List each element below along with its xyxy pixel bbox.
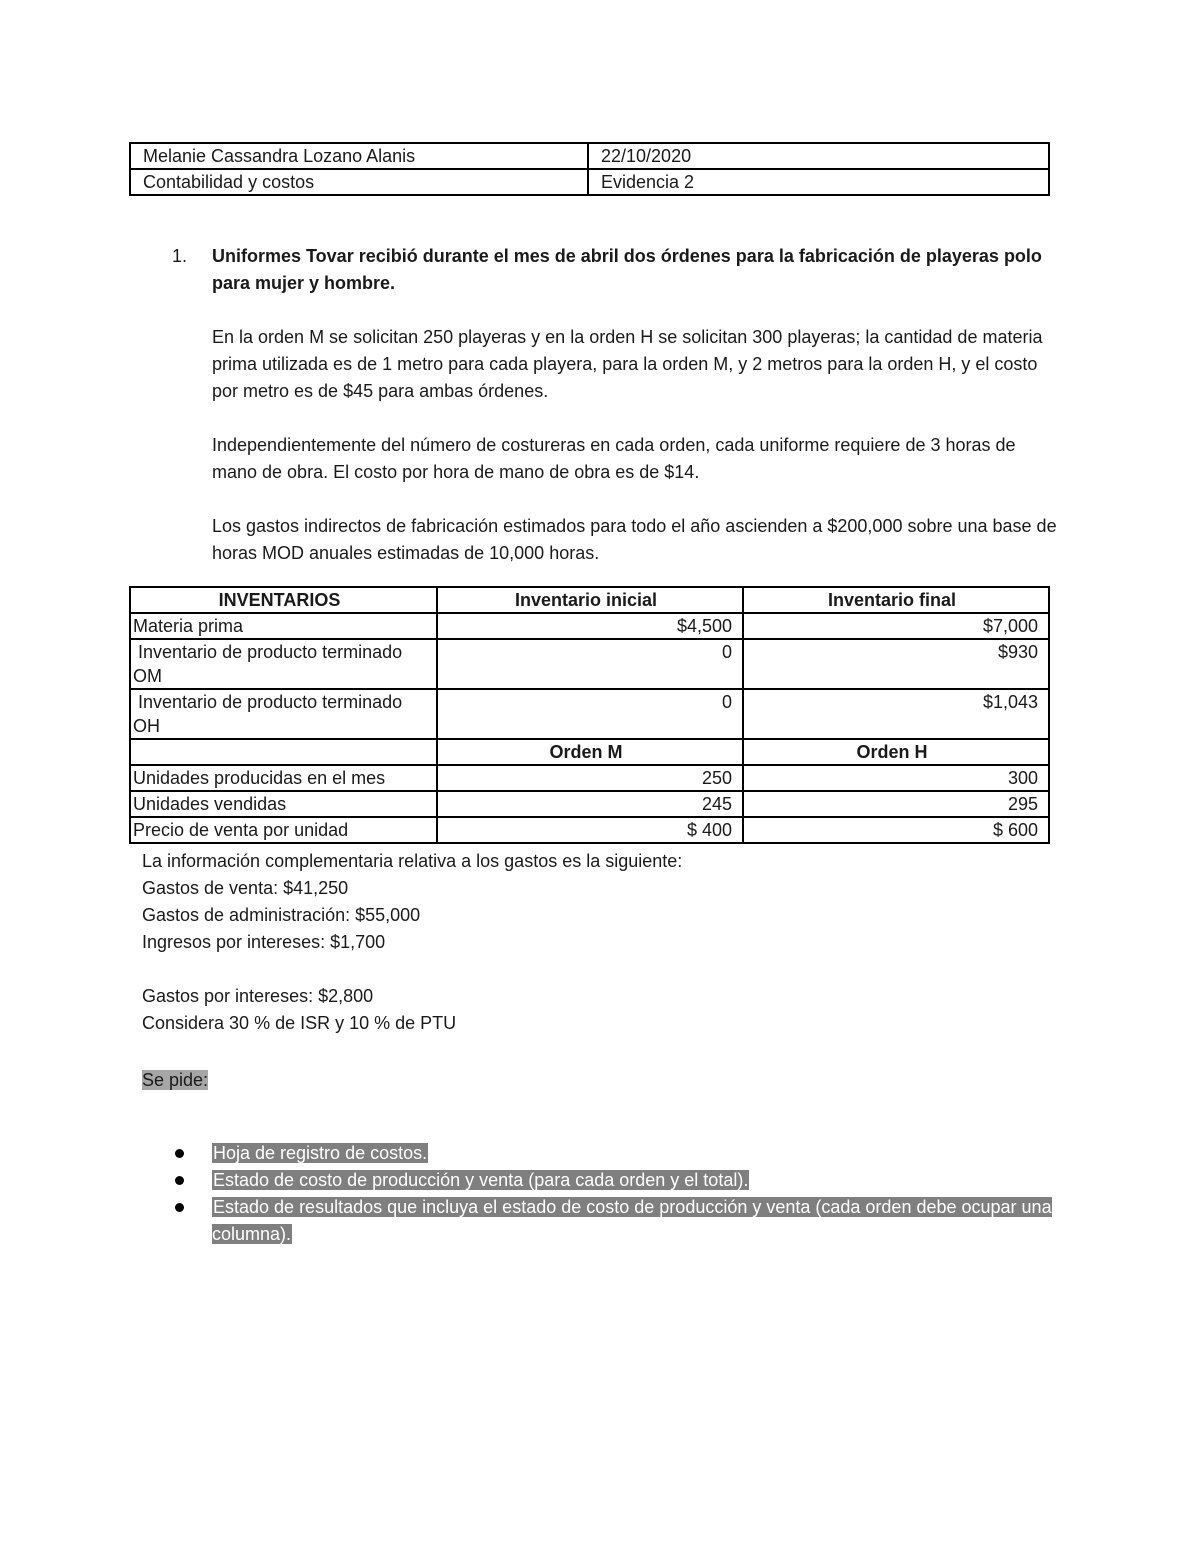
cell-value: $ 600 (743, 817, 1049, 843)
requested-label-text: Se pide: (142, 1070, 209, 1090)
info-sales-expenses: Gastos de venta: $41,250 (142, 878, 349, 898)
list-item (172, 1167, 1052, 1194)
cell-value: 300 (743, 765, 1049, 791)
requested-list (172, 1140, 1052, 1248)
subject: Contabilidad y costos (130, 169, 588, 195)
cell-value: 250 (437, 765, 743, 791)
header-table (129, 142, 1050, 196)
table-header-row (130, 587, 1049, 613)
list-item-text: Hoja de registro de costos. (213, 1143, 428, 1163)
requested-label (142, 1068, 208, 1092)
column-header: INVENTARIOS (130, 587, 437, 613)
order-header-row (130, 739, 1049, 765)
info-interest-income: Ingresos por intereses: $1,700 (142, 932, 386, 952)
list-item-text: Estado de resultados que incluya el estado de costo de producción y venta (cada orden debe ocupar una columna). (212, 1197, 1052, 1244)
question-title: Uniformes Tovar recibió durante el mes de abril dos órdenes para la fabricación de playeras polo para mujer y hombre. (212, 246, 1042, 293)
column-header: Orden M (437, 739, 743, 765)
cell-value: $7,000 (743, 613, 1049, 639)
cell-value: 245 (437, 791, 743, 817)
bullet-icon (175, 1149, 184, 1158)
list-item (172, 1140, 1052, 1167)
question-paragraph-2: Independientemente del número de costureras en cada orden, cada uniforme requiere de 3 horas de mano de obra. El costo por hora de mano de obra es de $14. (212, 435, 1016, 482)
question-body (212, 243, 1062, 567)
question-number: 1. (172, 246, 188, 266)
info-taxes: Considera 30 % de ISR y 10 % de PTU (142, 1013, 457, 1033)
cell-value: 0 (437, 689, 743, 739)
question-paragraph-3: Los gastos indirectos de fabricación estimados para todo el año ascienden a $200,000 sobre una base de horas MOD anuales estimadas de 10,000 horas. (212, 516, 1057, 563)
info-interest-expenses: Gastos por intereses: $2,800 (142, 986, 374, 1006)
complementary-info (142, 848, 682, 1037)
date: 22/10/2020 (588, 143, 1049, 169)
info-intro: La información complementaria relativa a los gastos es la siguiente: (142, 851, 683, 871)
list-item (172, 1194, 1052, 1248)
row-label: Unidades vendidas (130, 791, 437, 817)
row-label: Inventario de producto terminado OH (130, 689, 437, 739)
column-header (130, 739, 437, 765)
bullet-icon (175, 1203, 184, 1212)
list-item-text: Estado de costo de producción y venta (para cada orden y el total). (213, 1170, 749, 1190)
column-header: Inventario inicial (437, 587, 743, 613)
question-paragraph-1: En la orden M se solicitan 250 playeras y en la orden H se solicitan 300 playeras; la cantidad de materia prima utilizada es de 1 metro para cada playera, para la orden M, y 2 metros para la orden H, y el costo por metro es de $45 para ambas órdenes. (212, 327, 1043, 401)
row-label: Materia prima (130, 613, 437, 639)
cell-value: $1,043 (743, 689, 1049, 739)
table-row (130, 817, 1049, 843)
row-label: Precio de venta por unidad (130, 817, 437, 843)
row-label: Unidades producidas en el mes (130, 765, 437, 791)
spacer (142, 956, 682, 983)
cell-value: 0 (437, 639, 743, 689)
table-row (130, 689, 1049, 739)
cell-value: $4,500 (437, 613, 743, 639)
column-header: Orden H (743, 739, 1049, 765)
table-row (130, 613, 1049, 639)
row-label: Inventario de producto terminado OM (130, 639, 437, 689)
cell-value: $ 400 (437, 817, 743, 843)
table-row (130, 639, 1049, 689)
table-row (130, 791, 1049, 817)
student-name: Melanie Cassandra Lozano Alanis (130, 143, 588, 169)
cell-value: $930 (743, 639, 1049, 689)
assignment: Evidencia 2 (588, 169, 1049, 195)
cell-value: 295 (743, 791, 1049, 817)
table-row (130, 765, 1049, 791)
inventory-table (129, 586, 1050, 844)
bullet-icon (175, 1176, 184, 1185)
info-admin-expenses: Gastos de administración: $55,000 (142, 905, 421, 925)
column-header: Inventario final (743, 587, 1049, 613)
